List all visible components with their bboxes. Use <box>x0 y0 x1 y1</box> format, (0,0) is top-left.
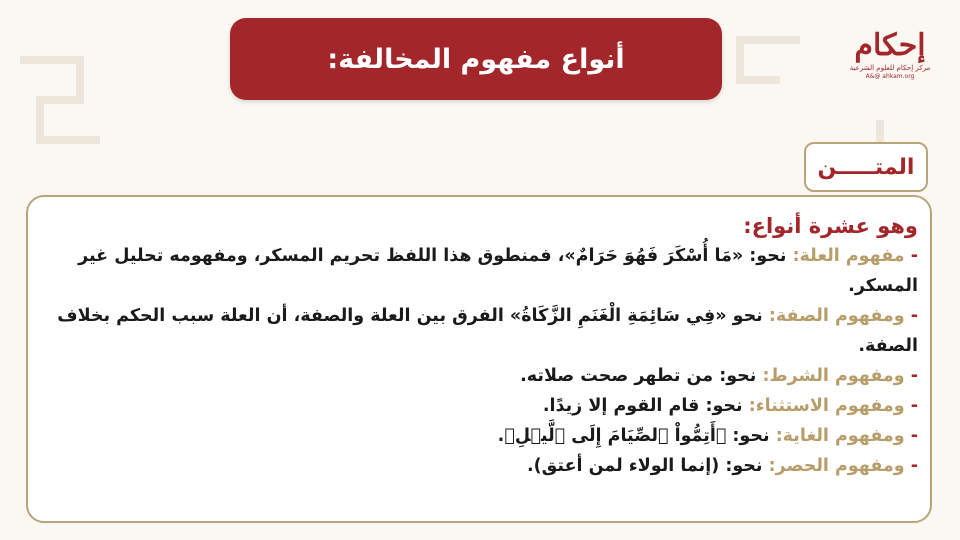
logo-wordmark: إحكام <box>854 28 926 63</box>
logo <box>850 28 930 98</box>
section-label-box <box>804 142 928 192</box>
intro-text: وهو عشرة أنواع: <box>743 214 918 238</box>
section-label: المتـــــن <box>817 154 915 180</box>
list-item <box>48 241 918 301</box>
item-term: ومفهوم الغاية: <box>775 426 905 446</box>
item-term: ومفهوم الاستثناء: <box>748 396 905 416</box>
item-term: مفهوم العلة: <box>792 246 905 266</box>
bullet-dash: - <box>910 396 918 416</box>
page-title: أنواع مفهوم المخالفة: <box>327 43 625 75</box>
list-item <box>48 301 918 361</box>
item-example: نحو: «مَا أُسْكَرَ فَهُوَ حَرَامٌ»، فمنطوق هذا اللفظ تحريم المسكر، ومفهومه تحليل غير المسكر. <box>78 246 918 296</box>
list-item <box>48 391 918 421</box>
bullet-dash: - <box>910 426 918 446</box>
bullet-dash: - <box>910 306 918 326</box>
list-item <box>48 361 918 391</box>
item-example: نحو: ﴿أَتِمُّواْ ٱلصِّيَامَ إِلَى ٱلَّيۡلِ﴾. <box>497 426 770 446</box>
list-item <box>48 421 918 451</box>
item-term: ومفهوم الصفة: <box>768 306 905 326</box>
list-item <box>48 451 918 481</box>
item-example: نحو: قام القوم إلا زيدًا. <box>542 396 743 416</box>
content-box <box>26 195 932 523</box>
bullet-dash: - <box>910 246 918 266</box>
bullet-dash: - <box>910 366 918 386</box>
item-example: نحو: من تطهر صحت صلاته. <box>520 366 757 386</box>
item-example: نحو: (إنما الولاء لمن أعتق). <box>527 456 763 476</box>
item-example: نحو «فِي سَائِمَةِ الْغَنَمِ الزَّكَاةُ» الفرق بين العلة والصفة، أن العلة سبب الحكم بخلاف الصفة. <box>57 306 918 356</box>
logo-subtitle-2: A&@ ahkam.org <box>865 73 915 80</box>
item-term: ومفهوم الحصر: <box>768 456 905 476</box>
bullet-dash: - <box>910 456 918 476</box>
logo-subtitle: مركز إحكام للعلوم الشرعية <box>849 64 931 72</box>
item-term: ومفهوم الشرط: <box>762 366 905 386</box>
title-banner <box>230 18 722 100</box>
